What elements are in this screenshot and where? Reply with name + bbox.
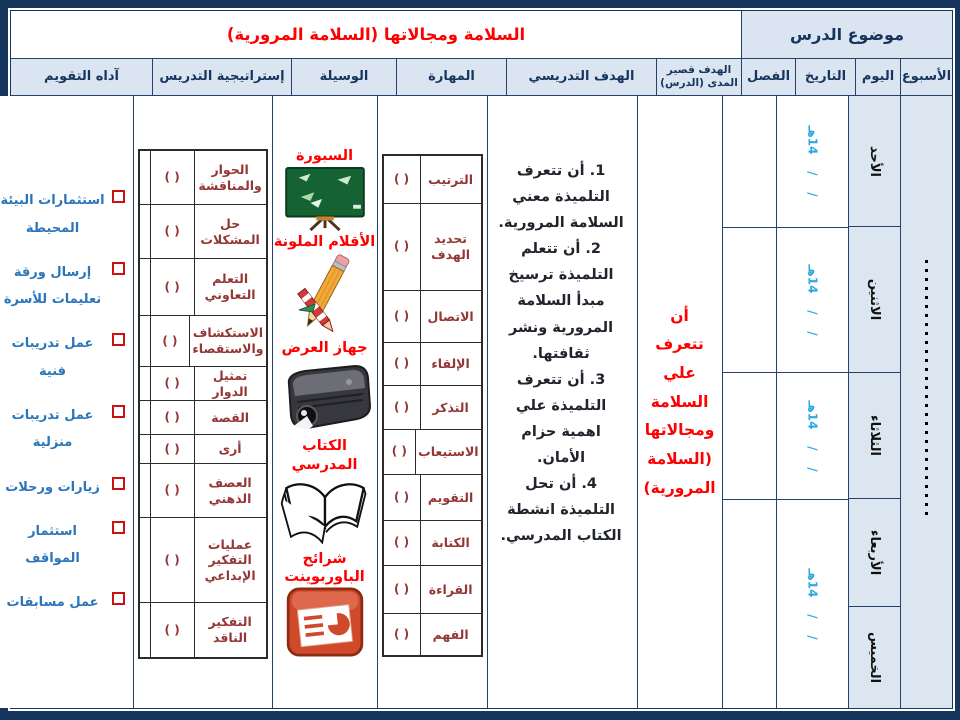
col-header-evaluation: آداه التقويم <box>44 69 120 85</box>
col-header-means: الوسيلة <box>291 59 396 95</box>
evaluation-label: عمل تدريبات فنية <box>11 336 94 379</box>
skill-row <box>384 343 481 386</box>
strategy-name: عمليات التفكير الإبداعي <box>194 518 266 602</box>
lesson-title: السلامة ومجالاتها (السلامة المرورية) <box>11 11 741 58</box>
strategy-name: القصة <box>194 401 266 434</box>
strategy-row <box>140 435 266 464</box>
strategy-spacer-cell <box>140 401 151 434</box>
evaluation-label: استثمار المواقف <box>25 523 80 567</box>
skill-row <box>384 204 481 291</box>
evaluation-label: عمل تدريبات منزلية <box>11 408 94 451</box>
strategy-name: تمثيل الدوار <box>194 367 266 400</box>
strategy-spacer-cell <box>140 435 151 463</box>
open-book-icon <box>279 475 371 549</box>
date-cell: / / 14هـ <box>805 568 820 640</box>
strategy-column <box>133 96 272 708</box>
strategy-checkbox: ( ) <box>164 441 180 456</box>
strategy-checkbox: ( ) <box>164 410 180 425</box>
skill-name: الترتيب <box>420 156 481 203</box>
strategy-row <box>140 205 266 259</box>
week-column <box>900 96 952 708</box>
strategy-row <box>140 151 266 205</box>
short-goal-column <box>637 96 722 708</box>
strategy-spacer-cell <box>140 259 151 315</box>
red-checkbox-icon <box>112 405 125 418</box>
topic-header-cell: موضوع الدرس <box>741 11 952 58</box>
evaluation-item <box>0 330 125 385</box>
col-header-teaching-goal: الهدف التدريسي <box>506 59 656 95</box>
skill-checkbox: ( ) <box>394 308 410 323</box>
evaluation-label: زيارات ورحلات <box>5 479 100 495</box>
strategy-checkbox: ( ) <box>164 552 180 567</box>
skill-checkbox: ( ) <box>394 399 410 414</box>
col-header-skill: المهارة <box>396 59 506 95</box>
strategy-spacer-cell <box>140 518 151 602</box>
strategy-name: حل المشكلات <box>194 205 266 258</box>
strategy-spacer-cell <box>140 316 151 366</box>
class-cell-empty <box>723 96 776 228</box>
evaluation-label: إرسال ورقة تعليمات للأسرة <box>3 264 102 308</box>
red-checkbox-icon <box>112 333 125 346</box>
class-column <box>722 96 776 708</box>
class-cell-empty <box>723 228 776 374</box>
evaluation-label: استثمارات البيئة المحيطة <box>0 193 105 236</box>
class-cell-empty <box>723 373 776 500</box>
skill-checkbox: ( ) <box>394 535 410 550</box>
strategy-checkbox: ( ) <box>164 224 180 239</box>
red-checkbox-icon <box>112 521 125 534</box>
evaluation-item <box>0 259 125 314</box>
skill-name: الاتصال <box>420 291 481 342</box>
strategy-name: العصف الذهني <box>194 464 266 517</box>
strategy-spacer-cell <box>140 464 151 517</box>
skill-row <box>384 386 481 430</box>
col-header-date: التاريخ <box>795 59 855 95</box>
skill-table <box>382 154 483 657</box>
header-row-topic <box>11 11 952 59</box>
skill-checkbox: ( ) <box>394 239 410 254</box>
strategy-spacer-cell <box>140 367 151 400</box>
day-cell: الأربعاء <box>849 499 900 607</box>
teaching-goal-item: 1. أن تتعرف التلميذة معني السلامة المرورية. <box>498 163 624 232</box>
means-label: الأقلام الملونة <box>273 234 376 251</box>
powerpoint-logo-icon <box>286 587 364 657</box>
evaluation-item <box>0 518 125 573</box>
skill-row <box>384 291 481 343</box>
skill-column <box>377 96 487 708</box>
skill-name: التذكر <box>420 386 481 429</box>
red-checkbox-icon <box>112 477 125 490</box>
date-column <box>776 96 848 708</box>
skill-checkbox: ( ) <box>394 626 410 641</box>
week-dotted-line <box>925 260 928 515</box>
col-header-day: اليوم <box>855 59 900 95</box>
skill-name: الفهم <box>420 614 481 655</box>
skill-row <box>384 430 481 475</box>
skill-checkbox: ( ) <box>391 444 407 459</box>
strategy-row <box>140 367 266 401</box>
evaluation-item <box>0 402 125 457</box>
evaluation-item <box>0 589 125 616</box>
date-cell: / / 14هـ <box>777 228 848 374</box>
strategy-spacer-cell <box>140 603 151 657</box>
strategy-row <box>140 603 266 657</box>
strategy-row <box>140 259 266 316</box>
strategy-spacer-cell <box>140 151 151 204</box>
strategy-spacer-cell <box>140 205 151 258</box>
means-label: السبورة <box>296 148 354 165</box>
means-label: الكتاب المدرسي <box>291 438 358 473</box>
day-cell: الخميس <box>866 632 882 684</box>
skill-name: تحديد الهدف <box>420 204 481 290</box>
skill-name: الكتابة <box>420 521 481 565</box>
red-checkbox-icon <box>112 190 125 203</box>
strategy-checkbox: ( ) <box>164 170 180 185</box>
strategy-checkbox: ( ) <box>164 483 180 498</box>
chalkboard-icon <box>281 166 369 232</box>
teaching-goal-column <box>487 96 637 708</box>
skill-row <box>384 156 481 204</box>
evaluation-label: عمل مسابقات <box>6 595 99 611</box>
red-checkbox-icon <box>112 592 125 605</box>
skill-name: الاستيعاب <box>415 430 480 474</box>
strategy-checkbox: ( ) <box>162 333 178 348</box>
strategy-name: الحوار والمناقشة <box>194 151 266 204</box>
day-cell: الأحد <box>849 96 900 227</box>
col-header-week: الأسبوع <box>900 59 952 95</box>
skill-checkbox: ( ) <box>394 356 410 371</box>
red-checkbox-icon <box>112 262 125 275</box>
header-row-columns <box>11 59 952 96</box>
strategy-row <box>140 316 266 367</box>
strategy-checkbox: ( ) <box>164 622 180 637</box>
col-header-class: الفصل <box>741 59 795 95</box>
strategy-table <box>138 149 268 659</box>
col-header-strategy: إستراتيجية التدريس <box>152 59 291 95</box>
date-cell: / / 14هـ <box>777 96 848 228</box>
lesson-plan-table <box>0 10 953 709</box>
strategy-checkbox: ( ) <box>164 376 180 391</box>
skill-name: القراءة <box>420 566 481 613</box>
skill-name: الإلقاء <box>420 343 481 385</box>
short-goal-text: أن تتعرف علي السلامة ومجالاتها (السلامة المرورية) <box>643 306 716 497</box>
table-body <box>0 96 952 708</box>
means-label: جهاز العرض <box>281 340 368 357</box>
colored-pencils-icon <box>293 252 357 338</box>
date-cell: / / 14هـ <box>777 373 848 500</box>
teaching-goal-item: 3. أن تتعرف التلميذة علي اهمية حزام الأمان. <box>515 371 607 467</box>
day-cell: الاثنين <box>849 227 900 372</box>
class-cell-empty <box>723 500 776 708</box>
strategy-name: أرى <box>194 435 266 463</box>
means-column <box>272 96 377 708</box>
skill-row <box>384 566 481 614</box>
evaluation-item <box>0 187 125 242</box>
skill-checkbox: ( ) <box>394 171 410 186</box>
strategy-row <box>140 401 266 435</box>
skill-row <box>384 521 481 566</box>
col-header-short-goal: الهدف قصير المدى (الدرس) <box>656 59 741 95</box>
means-label: شرائح الباوربوينت <box>284 550 365 585</box>
strategy-checkbox: ( ) <box>164 279 180 294</box>
skill-checkbox: ( ) <box>394 581 410 596</box>
teaching-goal-item: 2. أن تتعلم التلميذة ترسيخ مبدأ السلامة المرورية ونشر ثقافتها. <box>508 241 614 362</box>
projector-icon <box>277 358 373 436</box>
teaching-goal-item: 4. أن تحل التلميذة انشطة الكتاب المدرسي. <box>500 476 622 545</box>
skill-row <box>384 475 481 521</box>
skill-row <box>384 614 481 655</box>
strategy-row <box>140 518 266 603</box>
strategy-name: التعلم التعاوني <box>194 259 266 315</box>
day-column <box>848 96 900 708</box>
strategy-name: التفكير الناقد <box>194 603 266 657</box>
strategy-row <box>140 464 266 518</box>
skill-name: التقويم <box>420 475 481 520</box>
day-cell: الثلاثاء <box>849 373 900 499</box>
evaluation-item <box>0 474 125 501</box>
evaluation-column <box>0 96 133 708</box>
skill-checkbox: ( ) <box>394 489 410 504</box>
strategy-name: الاستكشاف والاستقصاء <box>189 316 265 366</box>
